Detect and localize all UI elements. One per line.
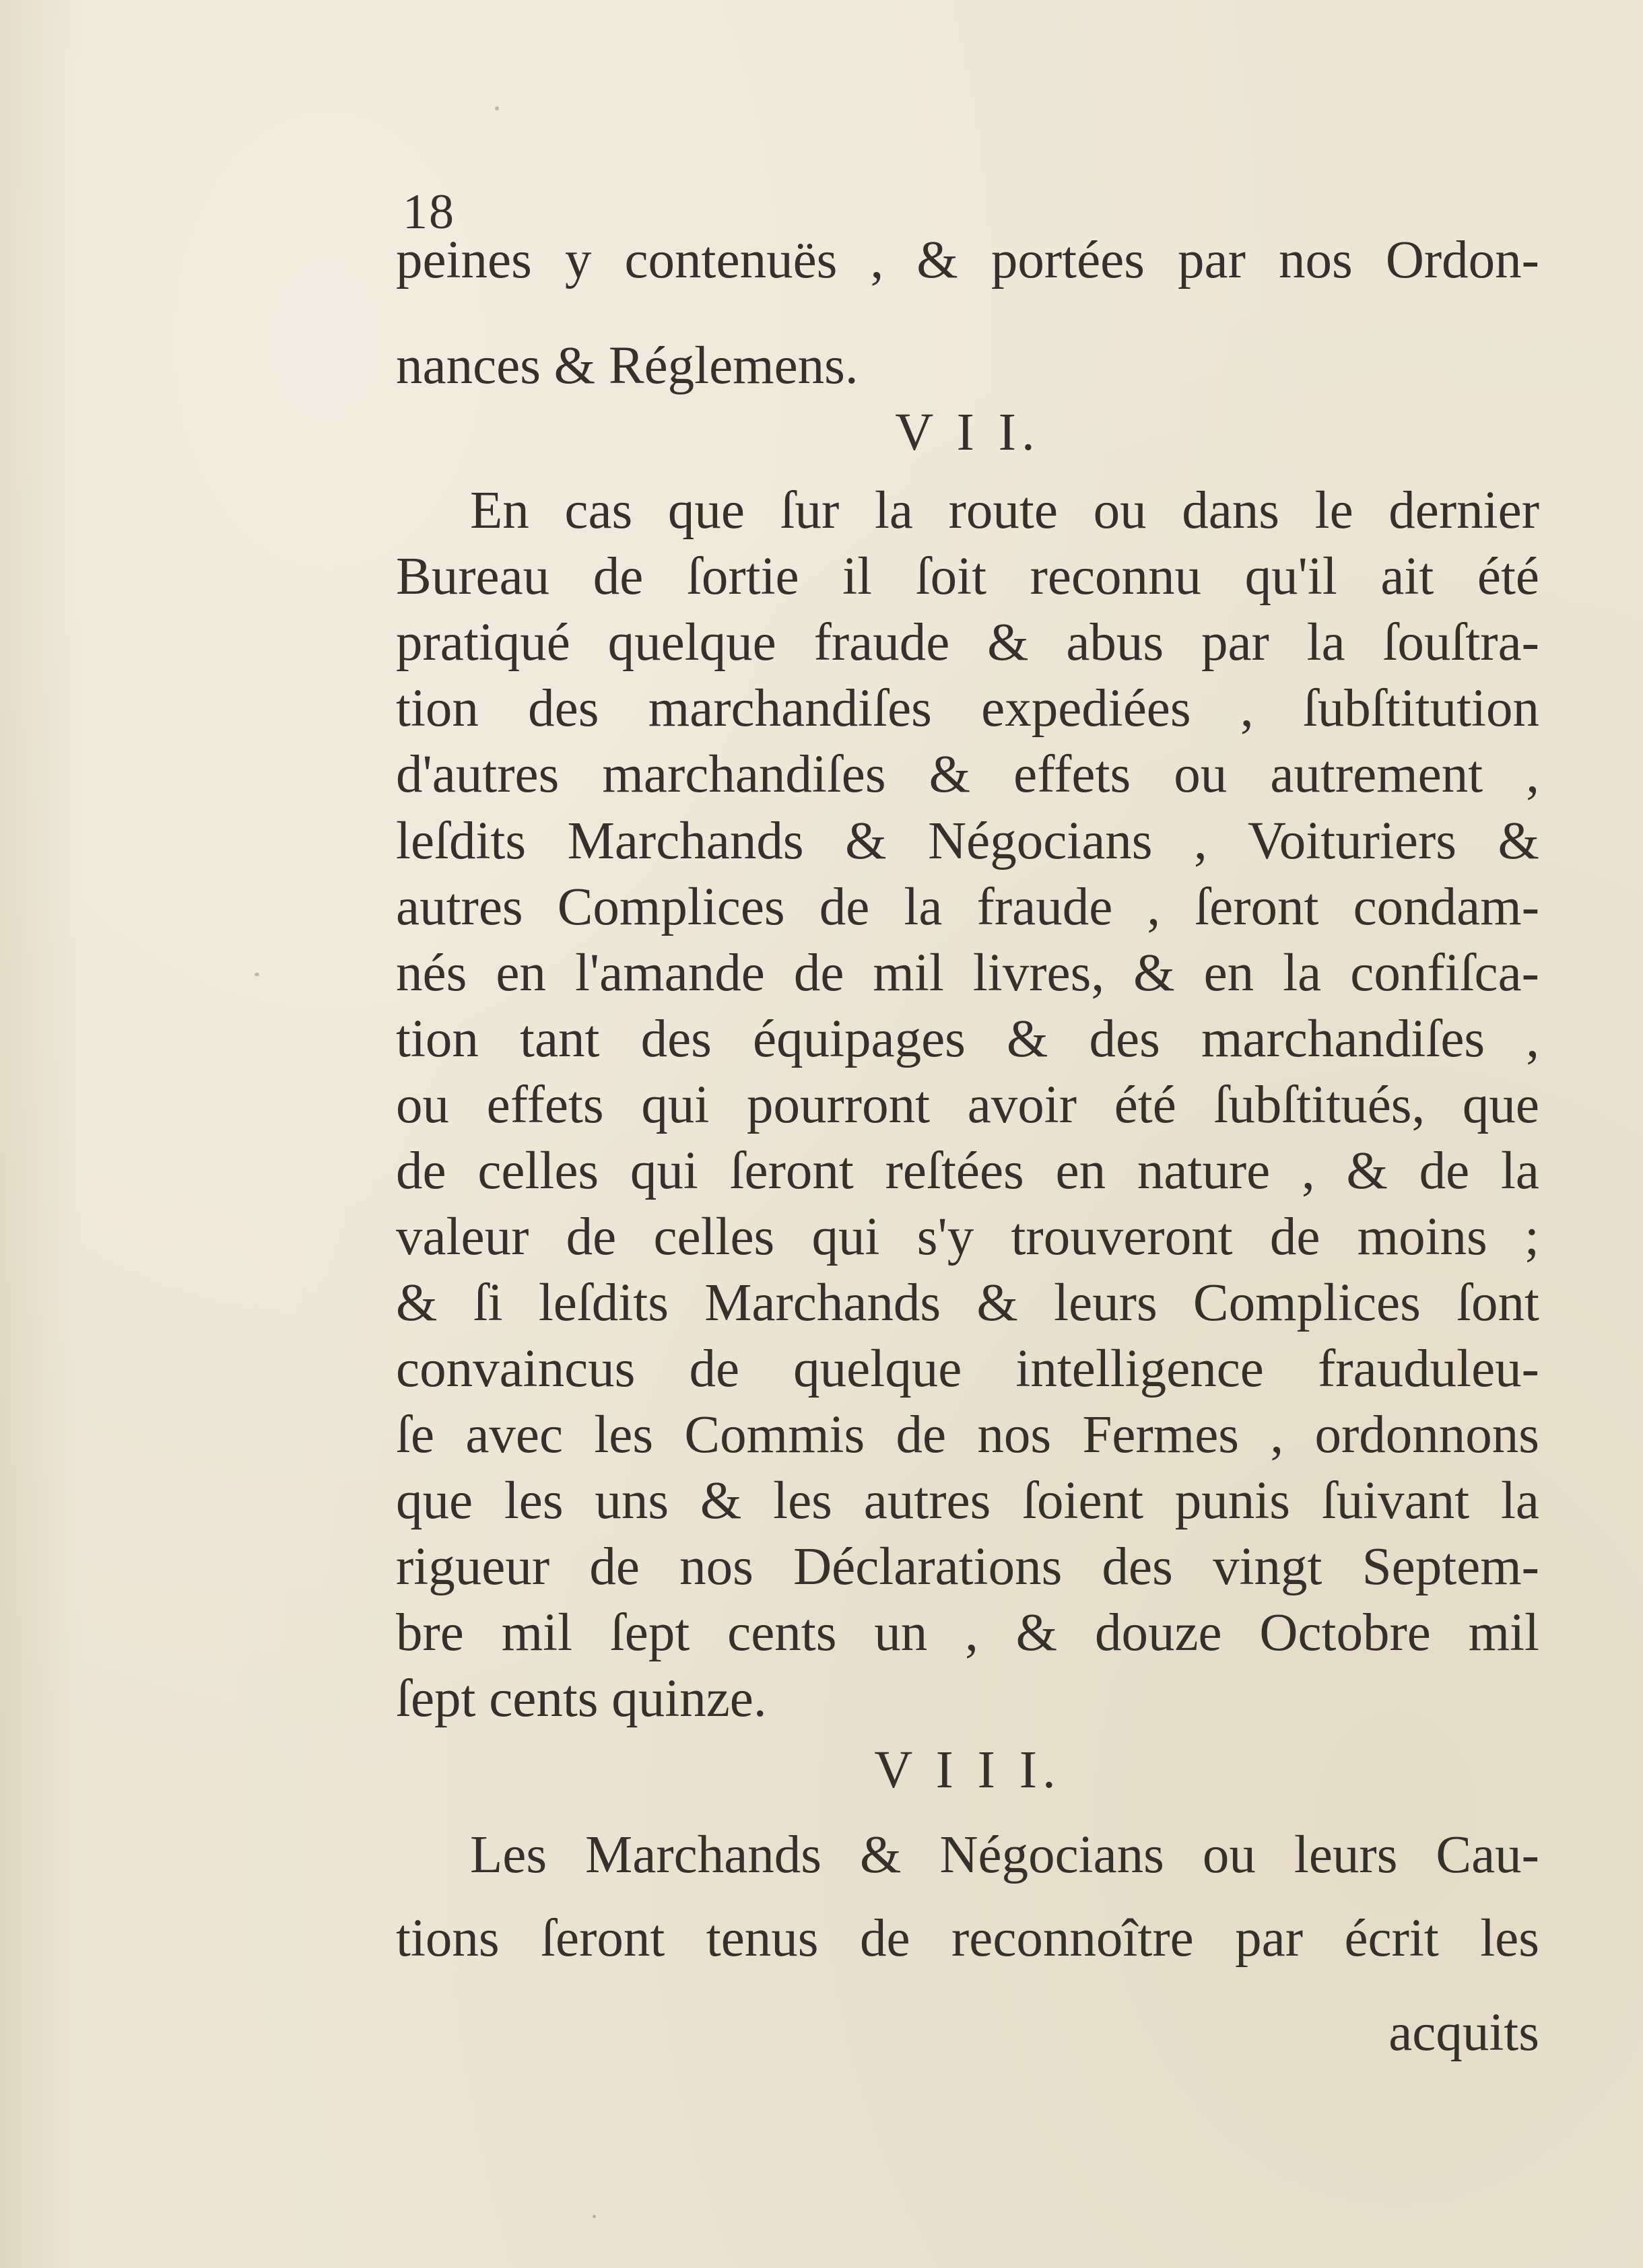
article-heading: V I I. bbox=[895, 403, 1040, 462]
text-line: & ſi leſdits Marchands & leurs Complices ſont bbox=[396, 1274, 1539, 1332]
text-line: ſept cents quinze. bbox=[396, 1670, 767, 1728]
paper-speck bbox=[495, 106, 499, 110]
text-line: Bureau de ſortie il ſoit reconnu qu'il ait été bbox=[396, 547, 1539, 606]
text-line: de celles qui ſeront reſtées en nature , & de la bbox=[396, 1142, 1539, 1200]
text-line: que les uns & les autres ſoient punis ſuivant la bbox=[396, 1472, 1539, 1530]
text-line: En cas que ſur la route ou dans le dernier bbox=[470, 481, 1539, 540]
text-line: valeur de celles qui s'y trouveront de moins ; bbox=[396, 1208, 1539, 1266]
text-line: Les Marchands & Négocians ou leurs Cau- bbox=[470, 1826, 1539, 1884]
paper-speck bbox=[255, 973, 259, 976]
text-line: autres Complices de la fraude , ſeront condam- bbox=[396, 878, 1539, 936]
text-line: tions ſeront tenus de reconnoître par écrit les bbox=[396, 1909, 1539, 1968]
text-line: nances & Réglemens. bbox=[396, 337, 859, 395]
text-line: pratiqué quelque fraude & abus par la ſouſtra- bbox=[396, 613, 1539, 672]
catchword: acquits bbox=[1388, 2003, 1539, 2062]
text-line: ſe avec les Commis de nos Fermes , ordonnons bbox=[396, 1406, 1539, 1464]
text-line: ou effets qui pourront avoir été ſubſtitués, que bbox=[396, 1076, 1539, 1134]
text-line: convaincus de quelque intelligence frauduleu- bbox=[396, 1340, 1539, 1398]
text-line: tion des marchandiſes expediées , ſubſtitution bbox=[396, 679, 1539, 738]
text-line: leſdits Marchands & Négocians , Voituriers & bbox=[396, 812, 1539, 870]
paper-speck bbox=[593, 2215, 596, 2218]
page-number: 18 bbox=[403, 184, 455, 240]
text-line: peines y contenuës , & portées par nos Ordon- bbox=[396, 231, 1539, 289]
text-line: rigueur de nos Déclarations des vingt Septem- bbox=[396, 1538, 1539, 1596]
text-line: bre mil ſept cents un , & douze Octobre mil bbox=[396, 1604, 1539, 1662]
article-heading: V I I I. bbox=[874, 1741, 1061, 1799]
text-line: nés en l'amande de mil livres, & en la confiſca- bbox=[396, 944, 1539, 1002]
text-line: d'autres marchandiſes & effets ou autrement , bbox=[396, 745, 1539, 804]
text-line: tion tant des équipages & des marchandiſes , bbox=[396, 1010, 1539, 1068]
